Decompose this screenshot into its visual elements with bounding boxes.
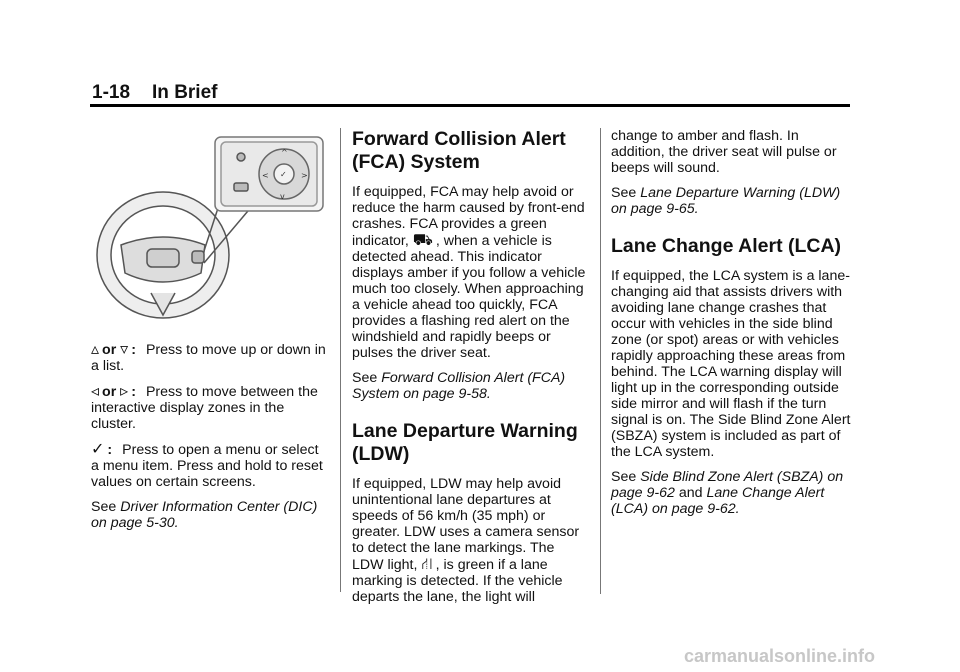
fca-heading: Forward Collision Alert (FCA) System bbox=[352, 128, 566, 173]
ldw-continued: change to amber and flash. In addition, the driver seat will pulse or beeps will sound. bbox=[611, 128, 837, 176]
ldw-paragraph: If equipped, LDW may help avoid unintentional lane departures at speeds of 56 km/h (35 mph) or greater. LDW uses a camera sensor to detect the lane markings. The LDW light, ⛙ , is green if a lane marking is detected. If the vehicle departs the lane, the light will bbox=[352, 476, 580, 605]
ldw-see: See Lane Departure Warning (LDW) on page 9-65. bbox=[611, 185, 841, 217]
page-number: 1-18 bbox=[92, 82, 131, 103]
ldw-heading: Lane Departure Warning (LDW) bbox=[352, 420, 578, 465]
ldw-reference-link[interactable]: Lane Departure Warning (LDW) on page 9-65. bbox=[611, 185, 841, 217]
vehicle-icon: ⛟ bbox=[412, 230, 433, 249]
lca-paragraph: If equipped, the LCA system is a lane-changing aid that assists drivers with avoiding lane change crashes that occur with vehicles in the side blind zone (or spot) areas or with vehicles rapidly approaching these areas from behind. The LCA warning display will light up in the corresponding outside side mirror and will flash if the turn signal is on. The Side Blind Zone Alert (SBZA) system is included as part of the LCA system. bbox=[611, 268, 851, 460]
paragraph-select: ✓ : Press to open a menu or select a menu item. Press and hold to reset values on certain screens. bbox=[91, 439, 323, 490]
fca-see: See Forward Collision Alert (FCA) System on page 9-58. bbox=[352, 370, 566, 402]
svg-text:>: > bbox=[301, 171, 308, 180]
column-3 bbox=[611, 128, 851, 526]
right-arrow-icon: ▹ bbox=[120, 381, 129, 400]
svg-text:✓: ✓ bbox=[280, 170, 287, 179]
watermark: carmanualsonline.info bbox=[684, 646, 876, 666]
lca-reference-link[interactable]: Lane Change Alert (LCA) on page 9-62. bbox=[611, 485, 825, 517]
fca-paragraph: If equipped, FCA may help avoid or reduce the harm caused by front-end crashes. FCA provides a green indicator, ⛟ , when a vehicle is detected ahead. This indicator displays amber if you follow a vehicle much too closely. When approaching a vehicle ahead too quickly, FCA provides a flashing red alert on the windshield and rapidly beeps or pulses the driver seat. bbox=[352, 184, 586, 361]
section-title: In Brief bbox=[152, 82, 218, 103]
column-divider-2 bbox=[600, 128, 601, 594]
svg-text:^: ^ bbox=[281, 148, 288, 157]
steering-wheel-illustration bbox=[91, 133, 325, 323]
fca-reference-link[interactable]: Forward Collision Alert (FCA) System on page 9-58. bbox=[352, 370, 566, 402]
page-header bbox=[92, 82, 217, 104]
paragraph-left-right: ◃ or ▹ : Press to move between the interactive display zones in the cluster. bbox=[91, 381, 318, 432]
lane-departure-icon: ⛙ bbox=[421, 554, 433, 573]
svg-text:v: v bbox=[280, 192, 285, 201]
up-arrow-icon: ▵ bbox=[91, 339, 100, 358]
paragraph-see-dic: See Driver Information Center (DIC) on page 5-30. bbox=[91, 499, 318, 531]
paragraph-up-down: ▵ or ▿ : Press to move up or down in a list. bbox=[91, 339, 326, 374]
svg-text:<: < bbox=[262, 171, 269, 180]
checkmark-icon: ✓ bbox=[91, 439, 105, 458]
column-1 bbox=[91, 341, 327, 540]
left-arrow-icon: ◃ bbox=[91, 381, 100, 400]
sbza-reference-link[interactable]: Side Blind Zone Alert (SBZA) on page 9-62 bbox=[611, 469, 844, 501]
header-rule bbox=[90, 104, 850, 107]
lca-heading: Lane Change Alert (LCA) bbox=[611, 235, 842, 257]
column-2 bbox=[352, 128, 588, 614]
dic-reference-link[interactable]: Driver Information Center (DIC) on page 5-30. bbox=[91, 499, 318, 531]
lca-see: See Side Blind Zone Alert (SBZA) on page 9-62 and Lane Change Alert (LCA) on page 9-62. bbox=[611, 469, 844, 517]
column-divider-1 bbox=[340, 128, 341, 592]
down-arrow-icon: ▿ bbox=[120, 339, 129, 358]
